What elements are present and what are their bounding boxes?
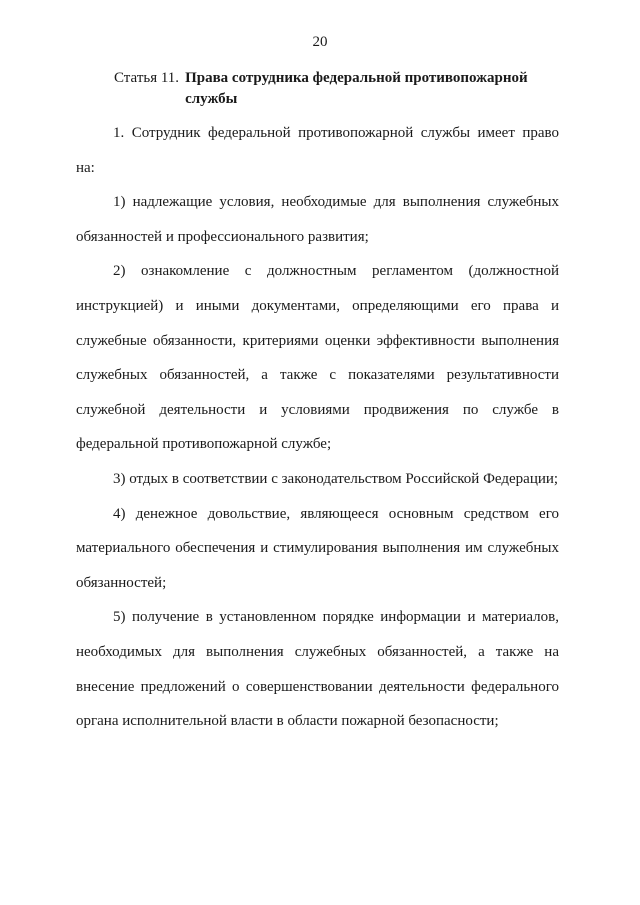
- page-number: 20: [312, 34, 328, 50]
- list-item-2: 2) ознакомление с должностным регламентом (должностной инструкцией) и иными документами, определяющими его права и служебные обязанности, критериями оценки эффективности выполнения служебных обязанностей, а также с показателями результативности служебной деятельности и условиями продвижения по службе в федеральной противопожарной службе;: [76, 263, 559, 453]
- article-heading: [114, 68, 574, 110]
- article-label: Статья 11.: [114, 70, 180, 86]
- list-item-5: 5) получение в установленном порядке информации и материалов, необходимых для выполнения служебных обязанностей, а также на внесение предложений о совершенствовании деятельности федерального органа исполнительной власти в области пожарной безопасности;: [76, 609, 559, 730]
- paragraph-1: 1. Сотрудник федеральной противопожарной службы имеет право на:: [76, 125, 559, 176]
- article-body: [76, 116, 559, 739]
- list-item-3: 3) отдых в соответствии с законодательством Российской Федерации;: [113, 470, 559, 487]
- list-item-4: 4) денежное довольствие, являющееся основным средством его материального обеспечения и стимулирования выполнения им служебных обязанностей;: [76, 505, 559, 591]
- list-item-1: 1) надлежащие условия, необходимые для выполнения служебных обязанностей и профессионального развития;: [76, 194, 559, 245]
- article-title: Права сотрудника федеральной противопожарной службы: [185, 70, 528, 107]
